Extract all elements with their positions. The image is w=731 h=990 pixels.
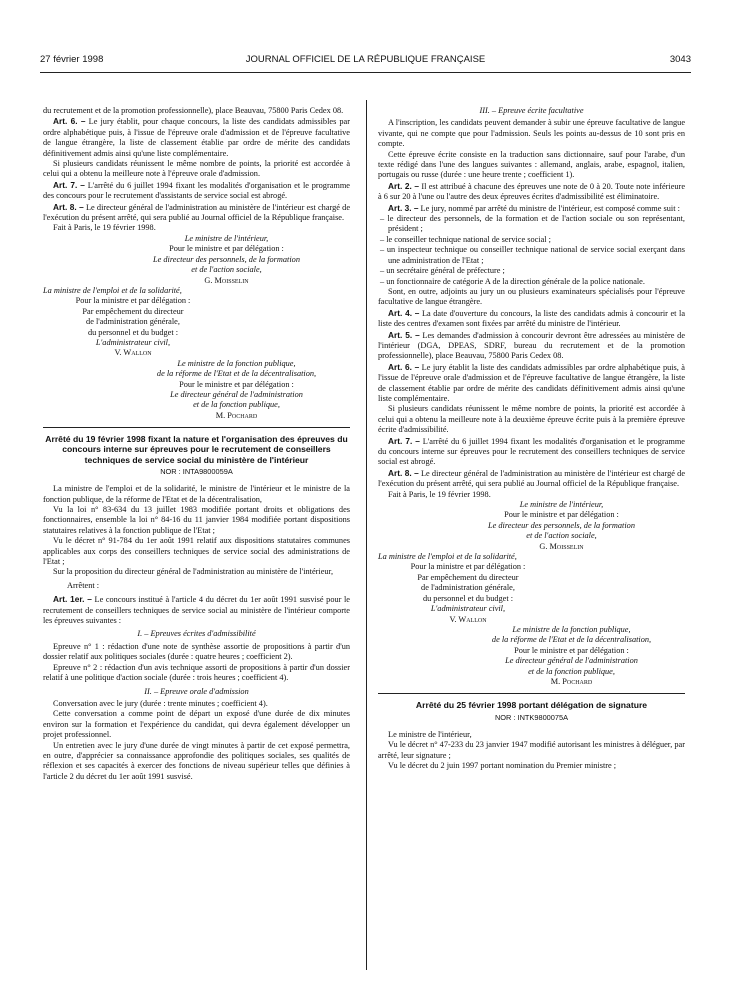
signature-line: Par empêchement du directeur xyxy=(417,572,519,582)
list-item: – un secrétaire général de préfecture ; xyxy=(378,266,685,276)
fait-a-paris: Fait à Paris, le 19 février 1998. xyxy=(53,223,156,233)
article-label: Art. 6. – xyxy=(53,116,86,127)
article-label: Art. 4. – xyxy=(388,307,420,318)
paragraph: Si plusieurs candidats réunissent le même nombre de points, la priorité est accordée à celui qui a obtenu la meilleure note à la deuxième épreuve écrite puis à la première épreuve écrite d'admissibilité. xyxy=(378,404,685,435)
signature-line: L'administrateur civil, xyxy=(430,604,506,614)
article-text: L'arrêté du 6 juillet 1994 fixant les modalités d'organisation et le programme du concours interne sur épreuves pour le recrutement des conseillers techniques de service social est abrogé. xyxy=(378,436,685,467)
article-text: L'arrêté du 6 juillet 1994 fixant les modalités d'organisation et le programme des concours pour le recrutement d'assistants de service social est abrogé. xyxy=(43,180,350,201)
header-journal-title: JOURNAL OFFICIEL DE LA RÉPUBLIQUE FRANÇAISE xyxy=(245,54,486,65)
list-item: – un inspecteur technique ou conseiller technique national de service social exerçant dans une administration de l'Etat ; xyxy=(378,245,685,266)
left-column xyxy=(43,106,350,782)
jury-list xyxy=(378,214,685,287)
signature-line: du personnel et du budget : xyxy=(87,327,179,337)
signature-line: Le directeur général de l'administration xyxy=(505,656,638,666)
signature-line: Pour le ministre et par délégation : xyxy=(169,244,284,254)
paragraph: Epreuve n° 2 : rédaction d'un avis technique assorti de propositions à partir d'un dossier relatif à une politique d'action sociale (durée : trois heures ; coefficient 4). xyxy=(43,662,350,683)
article-7 xyxy=(43,180,350,202)
article-3 xyxy=(378,203,685,214)
article-1 xyxy=(43,594,350,626)
article-label: Art. 8. – xyxy=(388,467,419,478)
page-header xyxy=(40,54,691,68)
signature-block-fonction-publique xyxy=(123,359,350,421)
list-item: – le directeur des personnels, de la formation et de l'action sociale ou son représentant, président ; xyxy=(378,214,685,235)
article-text: Le directeur général de l'administration au ministère de l'intérieur est chargé de l'exécution du présent arrêté, qui sera publié au Journal officiel de la République française. xyxy=(43,202,351,223)
visa: La ministre de l'emploi et de la solidarité, le ministre de l'intérieur et le ministre de la fonction publique, de la réforme de l'Etat et de la décentralisation, xyxy=(43,484,350,504)
signature-line: de la réforme de l'Etat et de la décentralisation, xyxy=(491,635,652,645)
signature-line: et de la fonction publique, xyxy=(193,400,280,410)
paragraph: Cette conversation a comme point de départ un exposé d'une durée de dix minutes environ sur la formation et l'expérience du candidat, qui devra également développer un projet professionnel. xyxy=(43,709,350,740)
article-6 xyxy=(43,116,350,159)
arretent: Arrêtent : xyxy=(67,580,100,590)
paragraph: du recrutement et de la promotion professionnelle), place Beauvau, 75800 Paris Cedex 08. xyxy=(43,106,344,115)
signature-line: Pour le ministre et par délégation : xyxy=(504,510,619,520)
list-item: – un fonctionnaire de catégorie A de la direction générale de la police nationale. xyxy=(378,277,685,287)
signatory-name: M. Pochard xyxy=(550,676,593,686)
signature-line: de l'administration générale, xyxy=(421,583,515,593)
signature-line: La ministre de l'emploi et de la solidarité, xyxy=(378,552,517,562)
list-item: – le conseiller technique national de service social ; xyxy=(378,235,685,245)
article-text: Les demandes d'admission à concourir devront être adressées au ministère de l'intérieur (DGA, DPEAS, SDRF, bureau du recrutement et de la promotion professionnelle), place Beauvau, 75800 Paris Cedex 08. xyxy=(378,330,685,361)
nor-reference: NOR : INTK9800075A xyxy=(494,712,569,722)
paragraph: Sont, en outre, adjoints au jury un ou plusieurs examinateurs spécialisés pour l'épreuve facultative de langue étrangère. xyxy=(378,286,685,307)
article-text: Il est attribué à chacune des épreuves une note de 0 à 20. Toute note inférieure à 6 sur 20 à l'une ou l'autre des deux épreuves écrites d'admissibilité est éliminatoire. xyxy=(378,181,685,202)
visa: Vu le décret n° 47-233 du 23 janvier 1947 modifié autorisant les ministres à déléguer, par arrêté, leur signature ; xyxy=(378,740,685,760)
visa: Vu le décret du 2 juin 1997 portant nomination du Premier ministre ; xyxy=(388,761,617,771)
signature-line: Pour la ministre et par délégation : xyxy=(410,562,526,572)
signature-block-interieur xyxy=(438,500,685,552)
header-rule xyxy=(40,72,691,73)
signature-line: et de la fonction publique, xyxy=(528,666,615,676)
article-8 xyxy=(43,202,350,224)
signature-block-interieur xyxy=(103,234,350,286)
paragraph: Cette épreuve écrite consiste en la traduction sans dictionnaire, sauf pour l'arabe, d'un texte rédigé dans l'une des langues suivantes : allemand, anglais, arabe, espagnol, italien, portugais ou russe (durée : une heure trente ; coefficient 1). xyxy=(378,149,685,180)
visa: Vu la loi n° 83-634 du 13 juillet 1983 modifiée portant droits et obligations des fonctionnaires, ensemble la loi n° 84-16 du 11 janvier 1984 modifiée portant dispositions statutaires relatives à la fonction publique de l'Etat ; xyxy=(43,505,350,535)
visa: Vu le décret n° 91-784 du 1er août 1991 relatif aux dispositions statutaires communes applicables aux corps des conseillers techniques de service social des administrations de l'Etat ; xyxy=(43,536,350,567)
signature-line: Le directeur des personnels, de la formation xyxy=(153,254,300,264)
signature-line: Le ministre de la fonction publique, xyxy=(177,358,296,368)
signature-line: et de l'action sociale, xyxy=(191,265,262,275)
article-6 xyxy=(378,362,685,405)
paragraph: Epreuve n° 1 : rédaction d'une note de synthèse assortie de propositions à partir d'un dossier relatif aux politiques sociales (durée : quatre heures ; coefficient 2). xyxy=(43,641,350,662)
article-label: Art. 5. – xyxy=(388,329,420,340)
signatory-name: M. Pochard xyxy=(215,410,258,420)
signature-line: Le directeur des personnels, de la formation xyxy=(488,520,635,530)
column-divider xyxy=(366,100,367,970)
article-text: La date d'ouverture du concours, la liste des candidats admis à concourir et la liste des centres d'examen sont fixées par arrêté du ministre de l'intérieur. xyxy=(378,308,685,329)
signatory-name: G. Moisselin xyxy=(204,275,249,285)
signature-line: Le ministre de l'intérieur, xyxy=(519,500,604,510)
arrete-title: Arrêté du 25 février 1998 portant délégation de signature xyxy=(415,700,648,711)
right-column xyxy=(378,106,685,772)
arrete-title: Arrêté du 19 février 1998 fixant la nature et l'organisation des épreuves du concours interne sur épreuves pour le recrutement de conseillers techniques de service social du ministère de l'intérieur xyxy=(45,434,348,465)
article-label: Art. 8. – xyxy=(53,201,84,212)
article-text: Le concours institué à l'article 4 du décret du 1er août 1991 susvisé pour le recrutement de conseillers techniques de service social au ministère de l'intérieur comporte les épreuves suivantes : xyxy=(43,595,350,626)
article-text: Le jury établit la liste des candidats admissibles par ordre alphabétique puis, à l'issue de l'épreuve orale d'admission et de l'épreuve facultative de langue étrangère, la liste de classement établie par ordre de mérite des candidats définitivement admis ainsi qu'une liste complémentaire. xyxy=(378,362,685,403)
section-heading: I. – Epreuves écrites d'admissibilité xyxy=(137,629,256,639)
signatory-name: V. Wallon xyxy=(114,348,152,358)
signature-block-emploi xyxy=(378,552,558,625)
section-separator xyxy=(43,427,350,428)
article-label: Art. 1er. – xyxy=(53,594,92,605)
fait-a-paris: Fait à Paris, le 19 février 1998. xyxy=(388,489,491,499)
section-separator xyxy=(378,693,685,694)
article-4 xyxy=(378,308,685,330)
visa: Le ministre de l'intérieur, xyxy=(388,729,472,739)
article-7 xyxy=(378,436,685,468)
article-label: Art. 7. – xyxy=(388,435,420,446)
article-2 xyxy=(378,181,685,203)
signature-line: du personnel et du budget : xyxy=(422,593,514,603)
article-5 xyxy=(378,330,685,362)
paragraph: Conversation avec le jury (durée : trente minutes ; coefficient 4). xyxy=(53,698,268,708)
signatory-name: V. Wallon xyxy=(449,614,487,624)
signature-line: Le directeur général de l'administration xyxy=(170,389,303,399)
signature-line: La ministre de l'emploi et de la solidarité, xyxy=(43,285,182,295)
article-label: Art. 3. – xyxy=(388,202,419,213)
signature-line: Pour le ministre et par délégation : xyxy=(179,379,294,389)
article-label: Art. 2. – xyxy=(388,180,419,191)
signature-block-emploi xyxy=(43,286,223,359)
paragraph: A l'inscription, les candidats peuvent demander à subir une épreuve facultative de langue vivante, qui ne compte que pour l'admission. Seuls les points au-dessus de 10 sont pris en compte. xyxy=(378,118,685,149)
header-date: 27 février 1998 xyxy=(40,54,104,65)
signature-block-fonction-publique xyxy=(458,625,685,687)
signature-line: Le ministre de la fonction publique, xyxy=(512,624,631,634)
article-text: Le directeur général de l'administration au ministère de l'intérieur est chargé de l'exécution du présent arrêté, qui sera publié au Journal officiel de la République française. xyxy=(378,468,686,489)
section-heading: II. – Epreuve orale d'admission xyxy=(144,686,249,696)
signature-line: et de l'action sociale, xyxy=(526,531,597,541)
header-page-number: 3043 xyxy=(669,54,691,65)
article-label: Art. 6. – xyxy=(388,361,420,372)
signature-line: L'administrateur civil, xyxy=(95,337,171,347)
signature-line: de l'administration générale, xyxy=(86,317,180,327)
section-heading: III. – Epreuve écrite facultative xyxy=(479,106,584,115)
article-text: Le jury établit, pour chaque concours, la liste des candidats admissibles par ordre alphabétique puis, à l'issue de l'épreuve orale d'admission et de l'épreuve facultative de langue étrangère, la liste de classement établie par ordre de mérite des candidats définitivement admis ainsi qu'une liste complémentaire. xyxy=(43,117,351,158)
visa: Sur la proposition du directeur général de l'administration au ministère de l'intérieur, xyxy=(53,567,334,577)
signatory-name: G. Moisselin xyxy=(539,541,584,551)
article-text: Le jury, nommé par arrêté du ministre de l'intérieur, est composé comme suit : xyxy=(418,203,680,213)
paragraph: Un entretien avec le jury d'une durée de vingt minutes à partir de cet exposé permettra, en outre, d'apprécier sa connaissance approfondie des politiques sociales, ses qualités de réflexion et ses capacités à exercer des fonctions de niveau supérieur telles que définies à l'article 2 du décret du 1er août 1991 susvisé. xyxy=(43,740,350,781)
signature-line: Pour le ministre et par délégation : xyxy=(514,645,629,655)
paragraph: Si plusieurs candidats réunissent le même nombre de points, la priorité est accordée à celui qui a obtenu la meilleure note à l'épreuve orale d'admission. xyxy=(43,159,350,179)
nor-reference: NOR : INTA9800059A xyxy=(160,466,233,476)
signature-line: Le ministre de l'intérieur, xyxy=(184,233,269,243)
signature-line: de la réforme de l'Etat et de la décentralisation, xyxy=(156,369,317,379)
article-label: Art. 7. – xyxy=(53,179,85,190)
signature-line: Pour la ministre et par délégation : xyxy=(75,296,191,306)
article-8 xyxy=(378,468,685,490)
signature-line: Par empêchement du directeur xyxy=(82,306,184,316)
